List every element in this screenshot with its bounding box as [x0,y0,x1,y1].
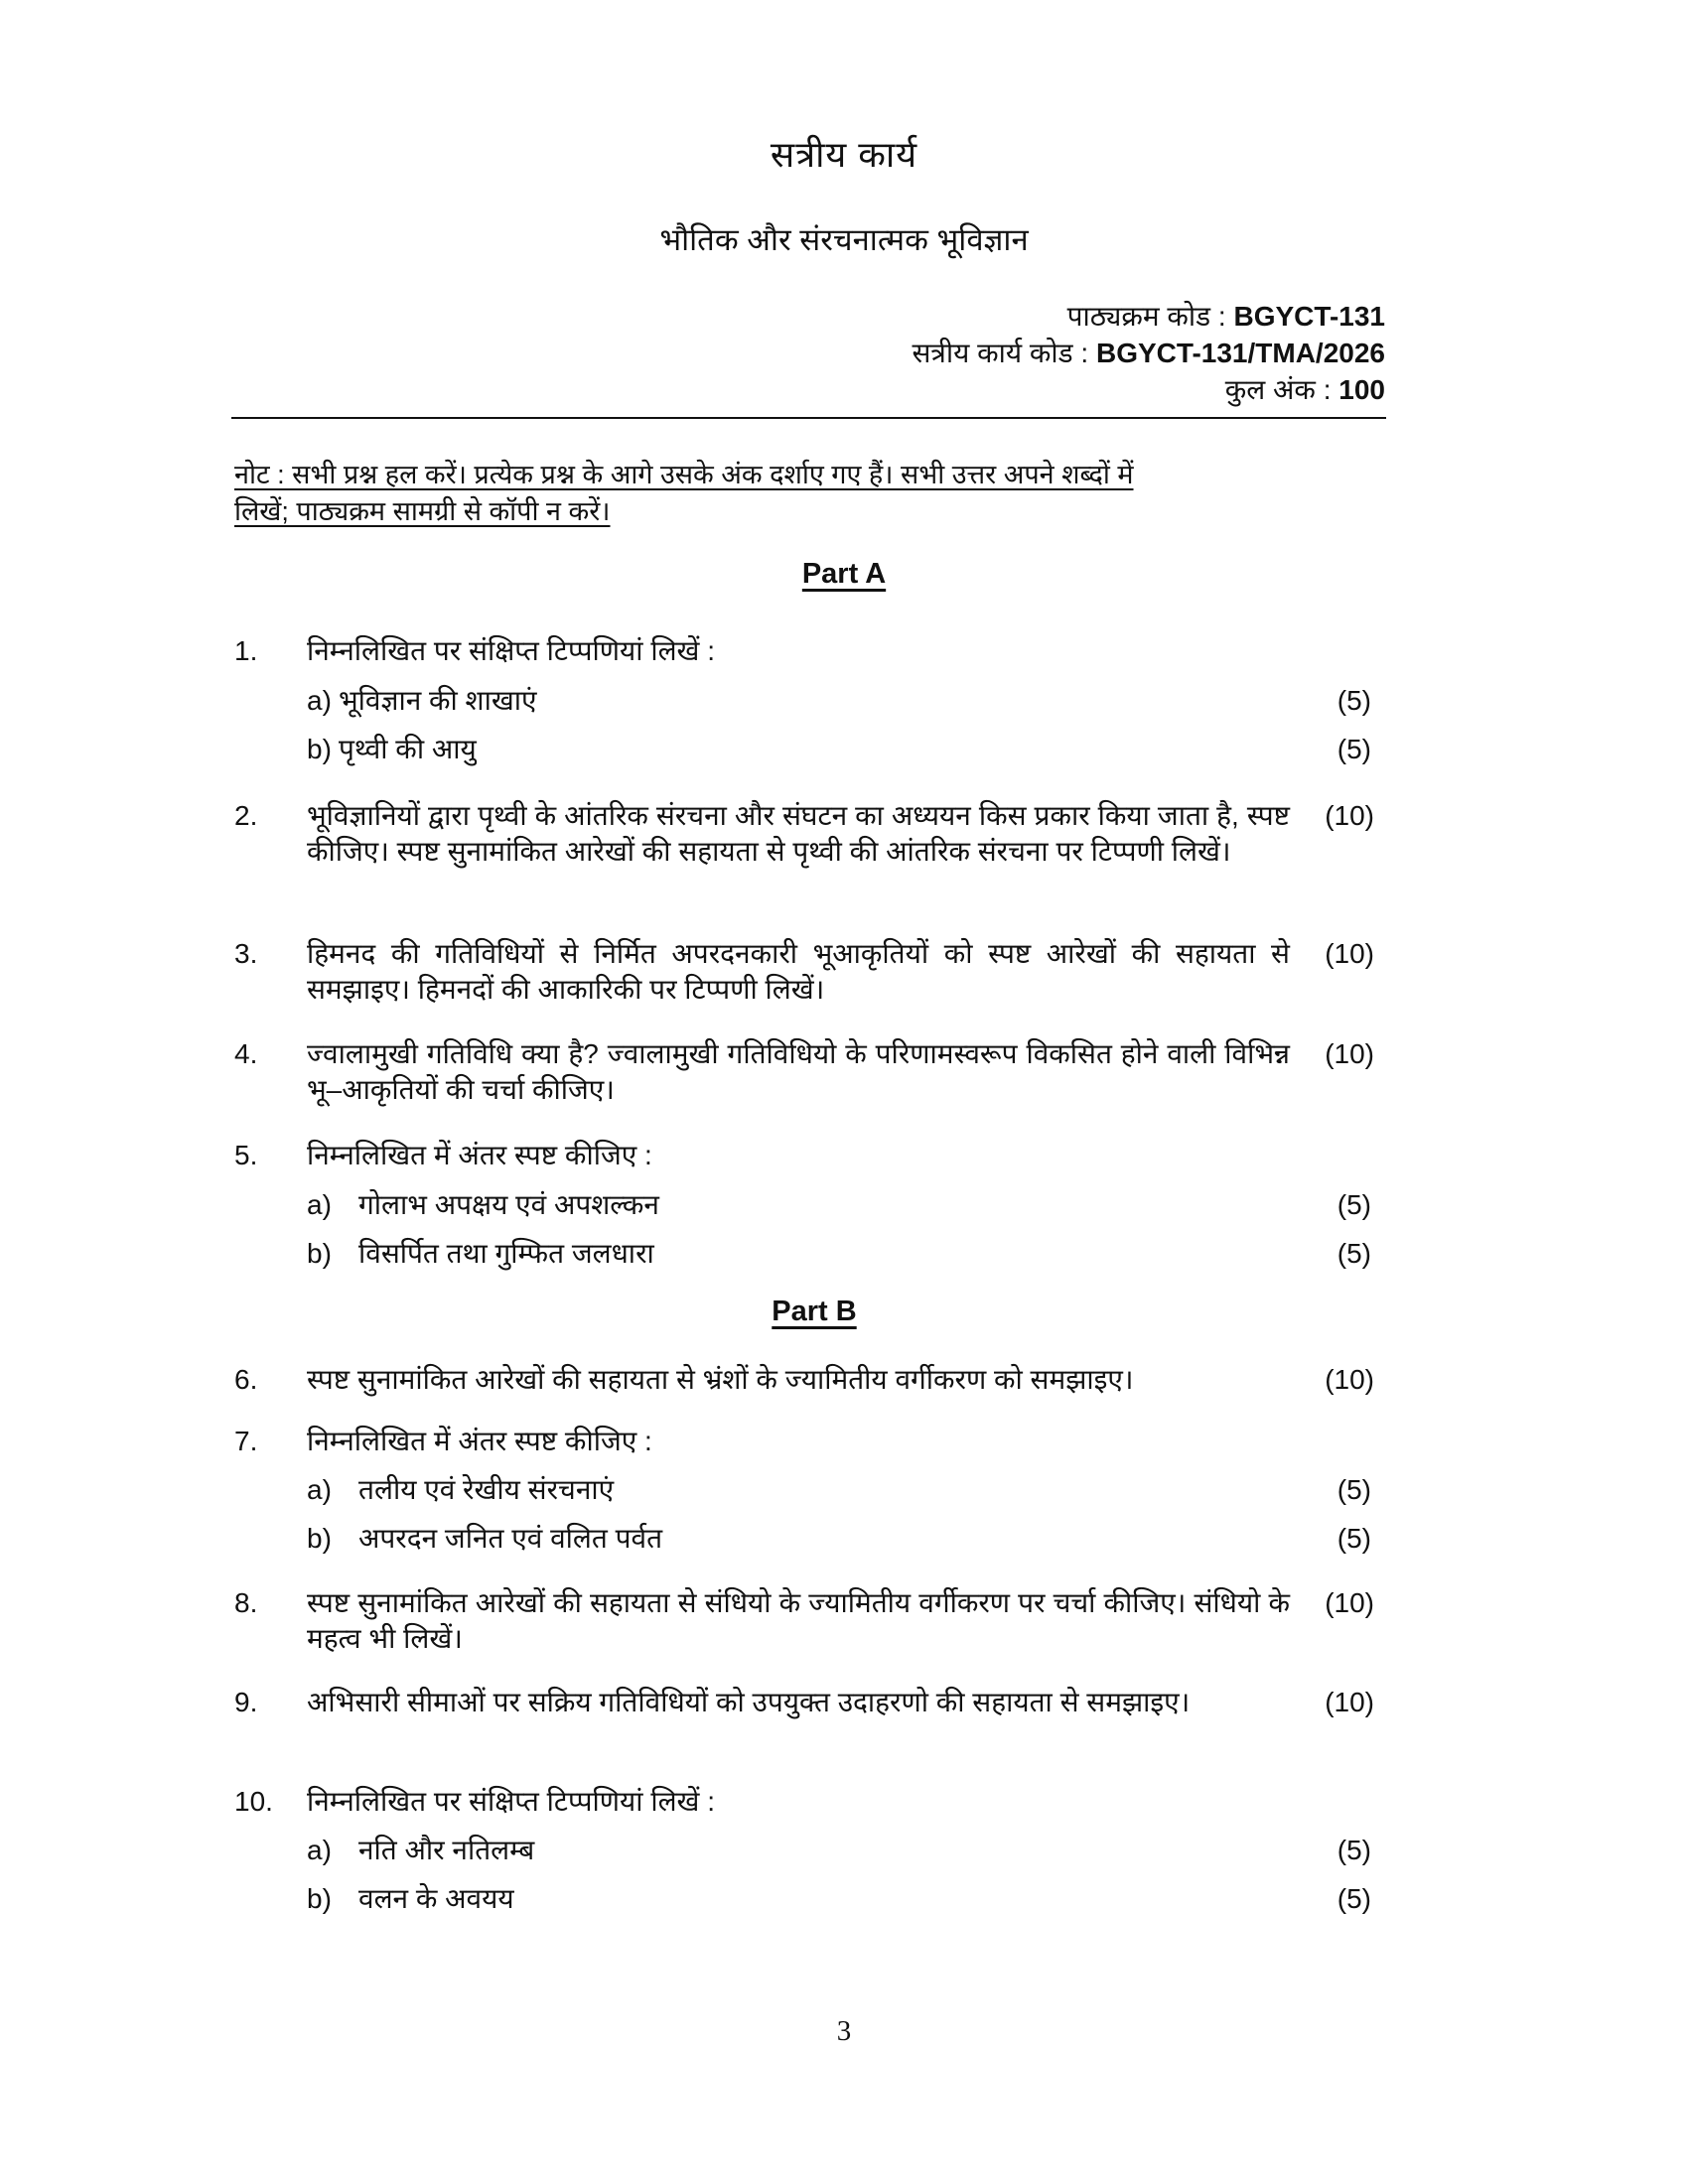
marks: (10) [1325,938,1374,969]
part-b-heading: Part B [772,1296,857,1327]
note-line-2: लिखें; पाठ्यक्रम सामग्री से कॉपी न करें। [234,496,611,526]
question-text: निम्नलिखित पर संक्षिप्त टिप्पणियां लिखें : [307,635,716,666]
question-text: स्पष्ट सुनामांकित आरेखों की सहायता से भ्रंशों के ज्यामितीय वर्गीकरण को समझाइए। [307,1364,1134,1395]
sub-label: b) [307,1238,332,1269]
sub-label: a) [307,1189,332,1220]
course-meta [912,298,1385,408]
question-10b [307,1881,1386,1917]
marks: (5) [1336,1238,1371,1269]
question-number: 3. [234,938,258,969]
question-number: 10. [234,1786,273,1817]
sub-text: विसर्पित तथा गुम्फित जलधारा [358,1238,654,1269]
question-text: भूविज्ञानियों द्वारा पृथ्वी के आंतरिक संरचना और संघटन का अध्ययन किस प्रकार किया जाता है, स्पष्ट कीजिए। स्पष्ट सुनामांकित आरेखों की सहायता से पृथ्वी की आंतरिक संरचना पर टिप्पणी लिखें। [307,800,1290,867]
sub-label: a) [307,685,332,716]
question-5a [307,1187,1386,1223]
sub-label: b) [307,734,332,764]
instructions-note [234,457,1388,530]
question-number: 6. [234,1364,258,1395]
marks: (10) [1325,1038,1374,1069]
marks: (5) [1336,685,1371,716]
assignment-code-label: सत्रीय कार्य कोड : [912,338,1089,368]
marks: (5) [1336,1189,1371,1220]
sub-text: अपरदन जनित एवं वलित पर्वत [358,1523,663,1554]
note-line-1: नोट : सभी प्रश्न हल करें। प्रत्येक प्रश्न के आगे उसके अंक दर्शाए गए हैं। सभी उत्तर अपने शब्दों में [234,460,1134,489]
question-text: निम्नलिखित में अंतर स्पष्ट कीजिए : [307,1140,652,1170]
question-10a [307,1833,1386,1868]
question-number: 8. [234,1587,258,1618]
sub-text: नति और नतिलम्ब [358,1835,535,1865]
question-number: 4. [234,1038,258,1069]
sub-text: तलीय एवं रेखीय संरचनाएं [358,1474,615,1505]
marks: (10) [1325,1587,1374,1618]
question-7b [307,1521,1386,1557]
question-number: 1. [234,635,258,666]
marks: (5) [1336,1474,1371,1505]
marks: (10) [1325,1364,1374,1395]
question-text: अभिसारी सीमाओं पर सक्रिय गतिविधियों को उपयुक्त उदाहरणो की सहायता से समझाइए। [307,1687,1191,1717]
assignment-code: BGYCT-131/TMA/2026 [1096,338,1385,368]
sub-label: b) [307,1523,332,1554]
part-a-heading: Part A [801,558,887,590]
sub-text: पृथ्वी की आयु [339,734,477,764]
sub-text: गोलाभ अपक्षय एवं अपशल्कन [358,1189,659,1220]
page-number: 3 [836,2015,852,2047]
course-code-label: पाठ्यक्रम कोड : [1066,301,1226,332]
total-marks-label: कुल अंक : [1224,374,1332,405]
question-number: 5. [234,1140,258,1170]
marks: (5) [1336,734,1371,764]
sub-label: a) [307,1835,332,1865]
question-number: 2. [234,800,258,831]
question-text: निम्नलिखित पर संक्षिप्त टिप्पणियां लिखें : [307,1786,716,1817]
sub-label: b) [307,1883,332,1914]
assignment-code-row [912,335,1385,371]
marks: (10) [1325,1687,1374,1717]
sub-text: भूविज्ञान की शाखाएं [339,685,537,716]
question-text: निम्नलिखित में अंतर स्पष्ट कीजिए : [307,1426,652,1456]
total-marks: 100 [1338,374,1385,405]
question-1a [307,683,1386,719]
course-code-row [912,298,1385,335]
question-text: ज्वालामुखी गतिविधि क्या है? ज्वालामुखी गतिविधियो के परिणामस्वरूप विकसित होने वाली विभिन्न भू–आकृतियों की चर्चा कीजिए। [307,1038,1290,1105]
total-marks-row [912,371,1385,408]
question-1b [307,732,1386,767]
question-number: 7. [234,1426,258,1456]
question-7a [307,1472,1386,1508]
question-text: हिमनद की गतिविधियों से निर्मित अपरदनकारी भूआकृतियों को स्पष्ट आरेखों की सहायता से समझाइए। हिमनदों की आकारिकी पर टिप्पणी लिखें। [307,938,1290,1005]
course-code: BGYCT-131 [1233,301,1385,332]
document-title: सत्रीय कार्य [770,134,918,175]
marks: (5) [1336,1523,1371,1554]
course-title: भौतिक और संरचनात्मक भूविज्ञान [659,222,1029,257]
sub-text: वलन के अवयय [358,1883,514,1914]
header-divider [231,417,1386,419]
marks: (5) [1336,1835,1371,1865]
question-number: 9. [234,1687,258,1717]
question-text: स्पष्ट सुनामांकित आरेखों की सहायता से संधियो के ज्यामितीय वर्गीकरण पर चर्चा कीजिए। संधियो के महत्व भी लिखें। [307,1587,1290,1654]
sub-label: a) [307,1474,332,1505]
marks: (5) [1336,1883,1371,1914]
marks: (10) [1325,800,1374,831]
question-5b [307,1236,1386,1272]
